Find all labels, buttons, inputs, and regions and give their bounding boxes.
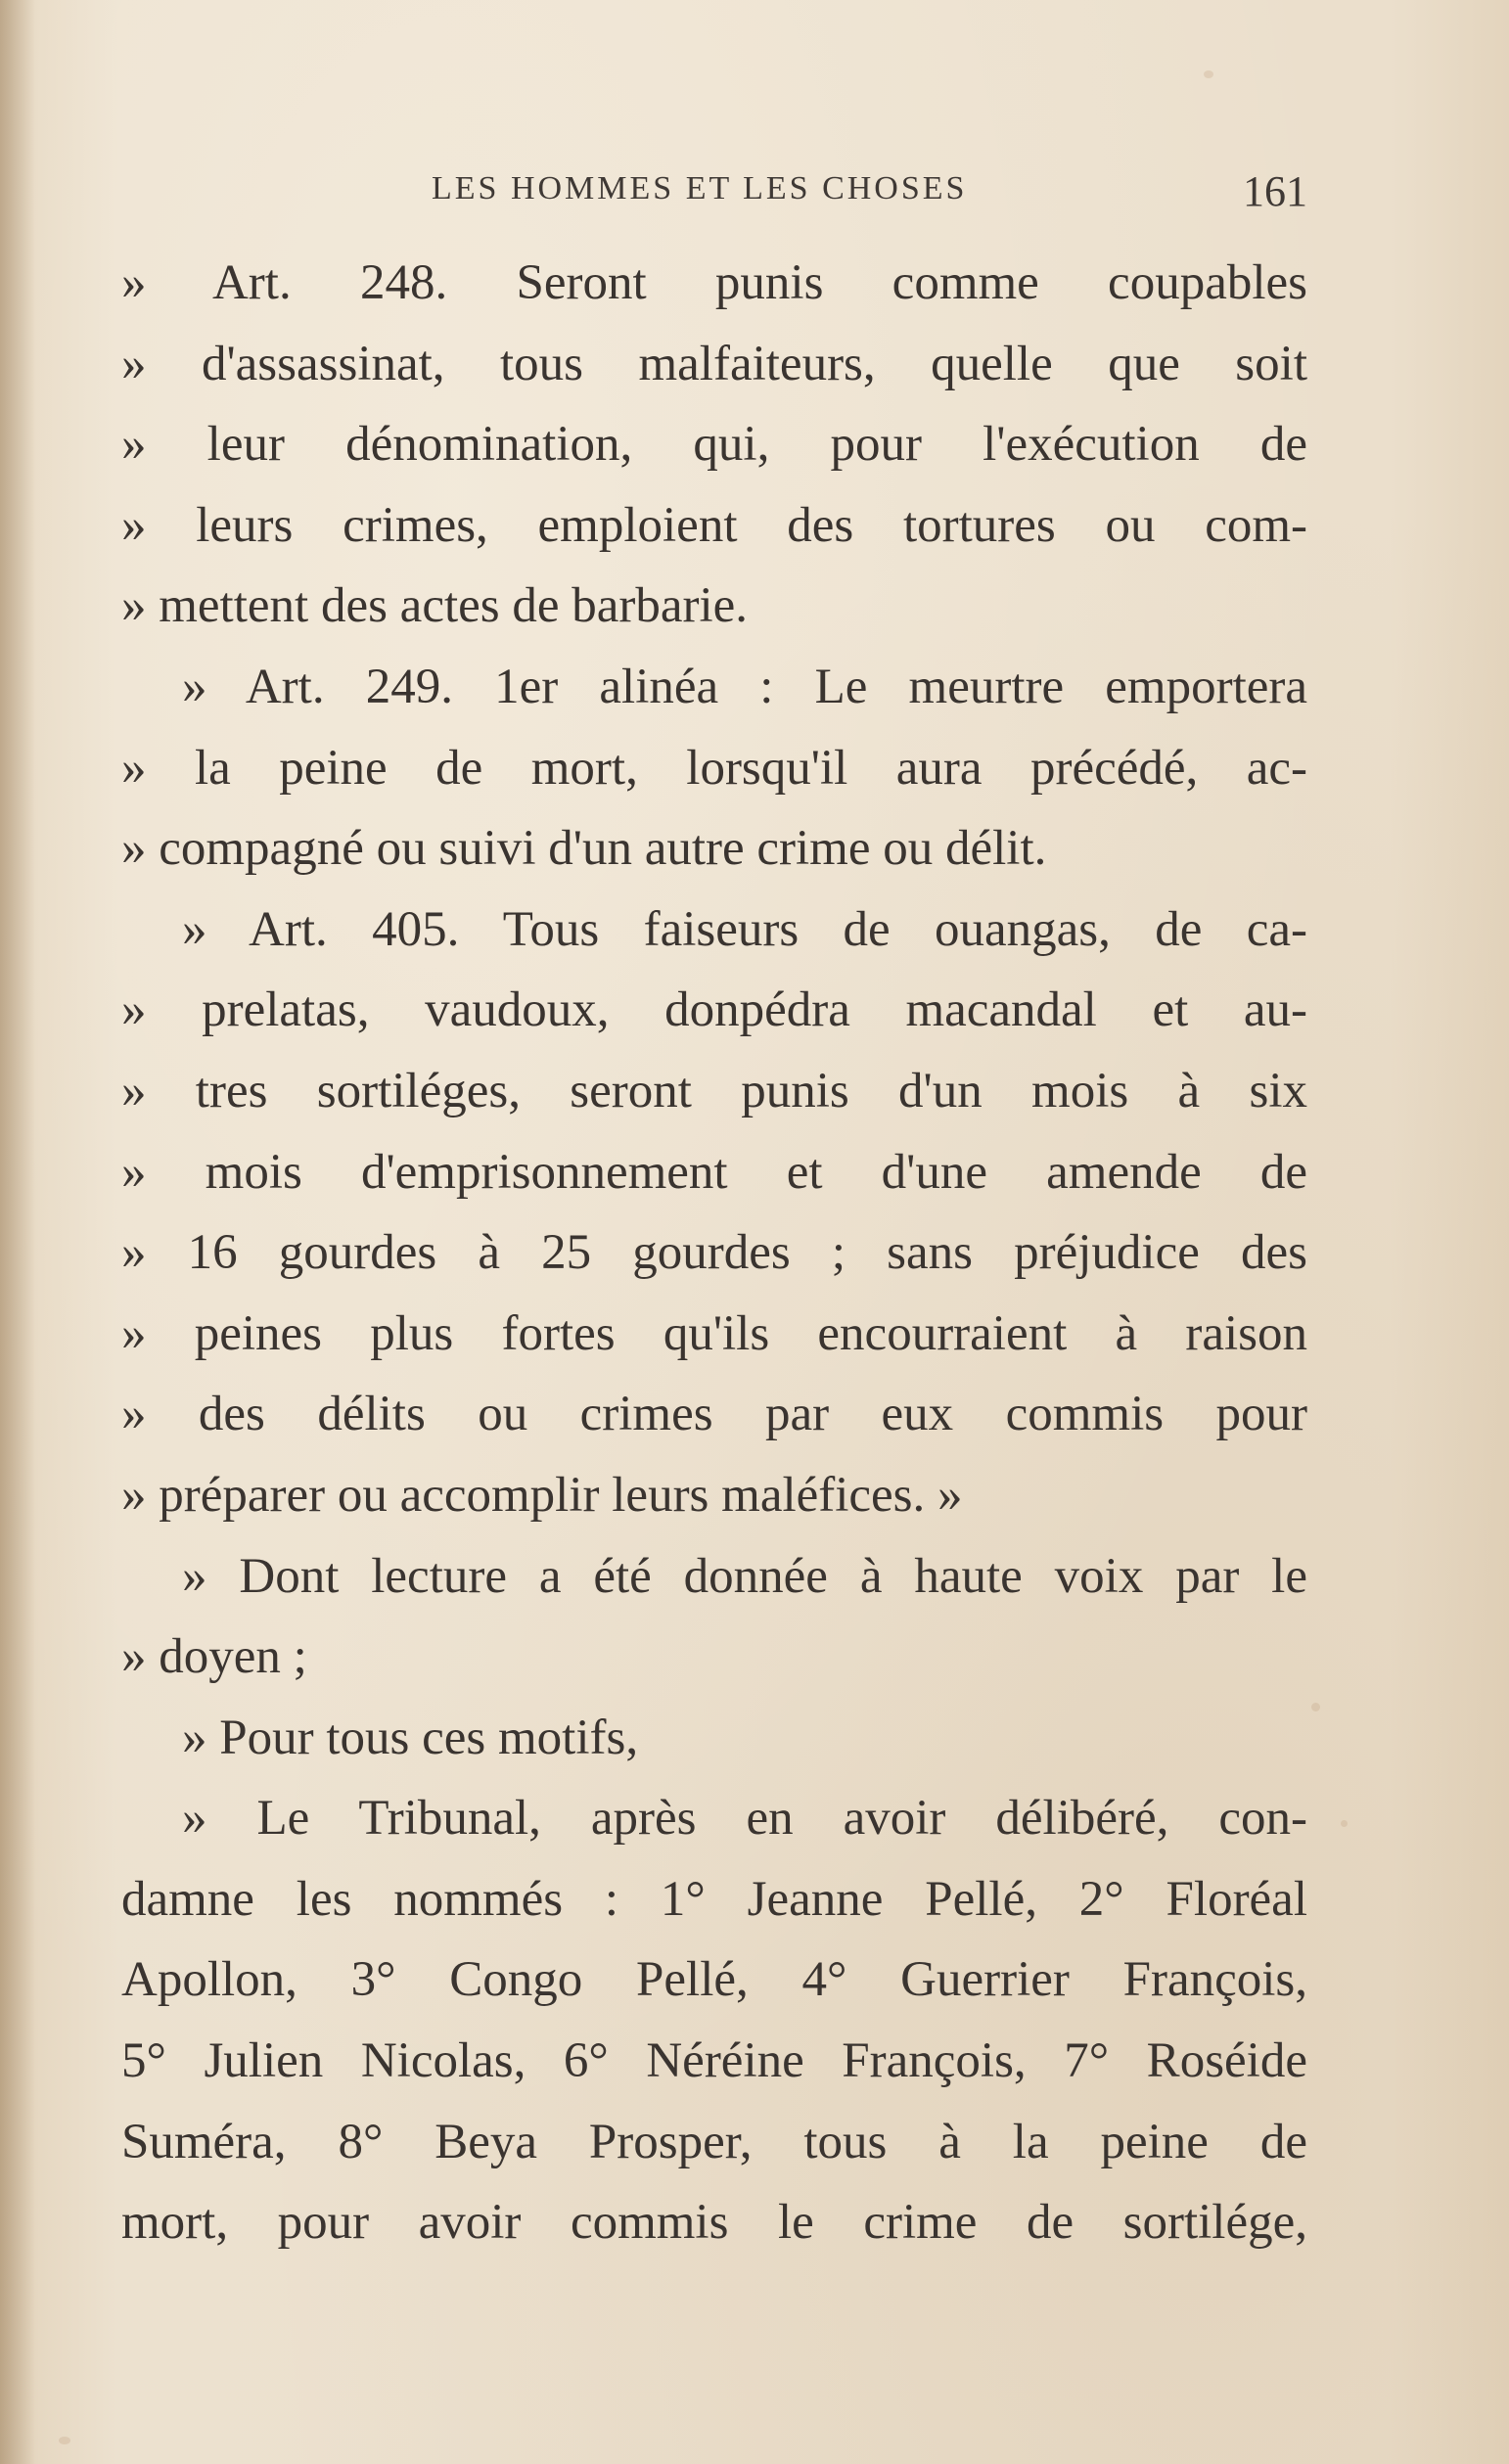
text-line: 5° Julien Nicolas, 6° Néréine François, 7° Roséide	[121, 2033, 1307, 2089]
text-line: » Art. 249. 1er alinéa : Le meurtre emportera	[182, 659, 1307, 714]
text-line: » mois d'emprisonnement et d'une amende de	[121, 1144, 1307, 1200]
text-line: » leur dénomination, qui, pour l'exécution de	[121, 417, 1307, 473]
text-line: » 16 gourdes à 25 gourdes ; sans préjudice des	[121, 1225, 1307, 1281]
text-line: » peines plus fortes qu'ils encourraient à raison	[121, 1305, 1307, 1361]
text-line: damne les nommés : 1° Jeanne Pellé, 2° Floréal	[121, 1871, 1307, 1927]
text-line: » doyen ;	[121, 1629, 307, 1685]
page-gutter-shadow	[0, 0, 35, 2464]
text-line: » d'assassinat, tous malfaiteurs, quelle que soit	[121, 336, 1307, 391]
text-line: » Art. 248. Seront punis comme coupables	[121, 255, 1307, 310]
text-line: » Art. 405. Tous faiseurs de ouangas, de ca-	[182, 901, 1307, 957]
page-number: 161	[1243, 167, 1307, 215]
text-line: » préparer ou accomplir leurs maléfices. »	[121, 1467, 963, 1523]
body-text	[121, 243, 1307, 2263]
text-line: » tres sortiléges, seront punis d'un mois à six	[121, 1063, 1307, 1118]
paper-stain	[1204, 70, 1213, 78]
text-line: » la peine de mort, lorsqu'il aura précédé, ac-	[121, 740, 1307, 796]
text-line: Suméra, 8° Beya Prosper, tous à la peine de	[121, 2114, 1307, 2169]
text-line: » leurs crimes, emploient des tortures ou com-	[121, 497, 1307, 553]
text-line: » des délits ou crimes par eux commis pour	[121, 1387, 1307, 1442]
text-line: mort, pour avoir commis le crime de sortilége,	[121, 2195, 1307, 2251]
text-line: » Le Tribunal, après en avoir délibéré, con-	[182, 1791, 1307, 1847]
text-line: Apollon, 3° Congo Pellé, 4° Guerrier François,	[121, 1952, 1307, 2008]
paper-stain	[1341, 1820, 1348, 1827]
running-head: LES HOMMES ET LES CHOSES	[432, 170, 968, 206]
text-line: » Dont lecture a été donnée à haute voix par le	[182, 1548, 1307, 1604]
text-line: » mettent des actes de barbarie.	[121, 578, 749, 634]
text-line: » Pour tous ces motifs,	[182, 1710, 639, 1765]
text-line: » compagné ou suivi d'un autre crime ou délit.	[121, 821, 1047, 877]
text-line: » prelatas, vaudoux, donpédra macandal et au-	[121, 982, 1307, 1038]
paper-stain	[59, 2437, 70, 2444]
page-header	[123, 166, 1307, 225]
paper-stain	[1311, 1703, 1320, 1711]
